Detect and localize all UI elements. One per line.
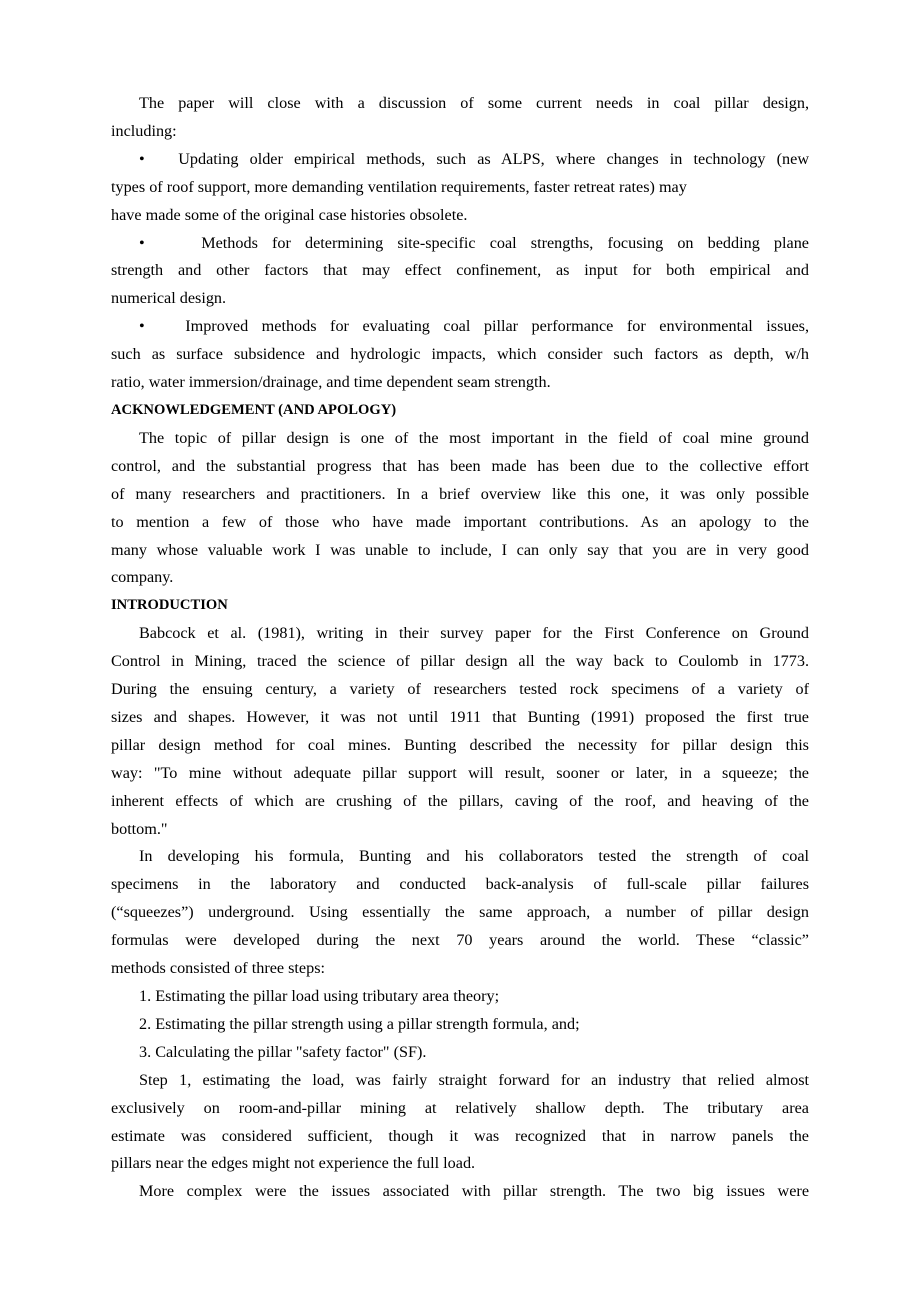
intro-p1-line-2: Control in Mining, traced the science of pillar design all the way back to Coulomb in 1773. [111, 652, 809, 671]
intro-p2-line-2: specimens in the laboratory and conducted back-analysis of full-scale pillar failures [111, 875, 809, 894]
bullet-2-line-2: strength and other factors that may effect confinement, as input for both empirical and [111, 261, 809, 280]
bullet-3-line-1 [111, 313, 809, 341]
bullet-1-line-1 [111, 146, 809, 174]
bullet-marker: • [139, 233, 145, 252]
intro-p3-line-4: pillars near the edges might not experience the full load. [111, 1154, 476, 1173]
intro-p3-line-2: exclusively on room-and-pillar mining at relatively shallow depth. The tributary area [111, 1098, 809, 1117]
closing-intro-line-2: including: [111, 121, 177, 140]
intro-p1-line-3: During the ensuing century, a variety of researchers tested rock specimens of a variety of [111, 680, 809, 699]
intro-p2-line-5: methods consisted of three steps: [111, 959, 325, 978]
step-item-3: 3. Calculating the pillar "safety factor" (SF). [139, 1042, 427, 1061]
bullet-marker: • [139, 149, 145, 168]
intro-p4-line-1: More complex were the issues associated with pillar strength. The two big issues were [139, 1182, 809, 1201]
ack-line-3: of many researchers and practitioners. In a brief overview like this one, it was only possible [111, 484, 809, 503]
bullet-2-line-3: numerical design. [111, 289, 227, 308]
intro-p1-line-6: way: "To mine without adequate pillar support will result, sooner or later, in a squeeze; the [111, 763, 809, 782]
bullet-3-line-2: such as surface subsidence and hydrologic impacts, which consider such factors as depth, w/h [111, 345, 809, 364]
intro-p2-line-1: In developing his formula, Bunting and his collaborators tested the strength of coal [139, 847, 809, 866]
intro-p1-line-8: bottom." [111, 819, 168, 838]
intro-p2-line-3: (“squeezes”) underground. Using essentially the same approach, a number of pillar design [111, 903, 809, 922]
step-item-2: 2. Estimating the pillar strength using a pillar strength formula, and; [139, 1014, 580, 1033]
closing-intro-line-1: The paper will close with a discussion of some current needs in coal pillar design, [139, 94, 809, 112]
ack-line-6: company. [111, 568, 174, 587]
bullet-marker: • [139, 317, 145, 336]
introduction-heading: INTRODUCTION [111, 597, 228, 614]
intro-p1-line-4: sizes and shapes. However, it was not until 1911 that Bunting (1991) proposed the first true [111, 707, 809, 726]
bullet-2-text-1: Methods for determining site-specific coal strengths, focusing on bedding plane [201, 233, 809, 252]
intro-p1-line-7: inherent effects of which are crushing of the pillars, caving of the roof, and heaving of the [111, 791, 809, 810]
bullet-1-line-3: have made some of the original case histories obsolete. [111, 205, 468, 224]
bullet-1-text-1: Updating older empirical methods, such as ALPS, where changes in technology (new [178, 149, 810, 168]
bullet-3-line-3: ratio, water immersion/drainage, and time dependent seam strength. [111, 373, 551, 392]
ack-line-1: The topic of pillar design is one of the most important in the field of coal mine ground [139, 428, 809, 447]
intro-p3-line-1: Step 1, estimating the load, was fairly straight forward for an industry that relied almost [139, 1070, 809, 1089]
document-page [111, 90, 809, 1206]
intro-p3-line-3: estimate was considered sufficient, though it was recognized that in narrow panels the [111, 1126, 809, 1145]
intro-p1-line-5: pillar design method for coal mines. Bunting described the necessity for pillar design this [111, 735, 809, 754]
ack-line-2: control, and the substantial progress that has been made has been due to the collective effort [111, 456, 809, 475]
acknowledgement-heading: ACKNOWLEDGEMENT (AND APOLOGY) [111, 401, 397, 418]
ack-line-4: to mention a few of those who have made important contributions. As an apology to the [111, 512, 809, 531]
bullet-1-line-2: types of roof support, more demanding ventilation requirements, faster retreat rates) may [111, 177, 687, 196]
ack-line-5: many whose valuable work I was unable to include, I can only say that you are in very good [111, 540, 809, 559]
intro-p2-line-4: formulas were developed during the next 70 years around the world. These “classic” [111, 931, 809, 950]
bullet-3-text-1: Improved methods for evaluating coal pillar performance for environmental issues, [185, 317, 809, 336]
step-item-1: 1. Estimating the pillar load using tributary area theory; [139, 987, 500, 1005]
intro-p1-line-1: Babcock et al. (1981), writing in their survey paper for the First Conference on Ground [139, 624, 809, 643]
bullet-2-line-1 [111, 230, 809, 258]
